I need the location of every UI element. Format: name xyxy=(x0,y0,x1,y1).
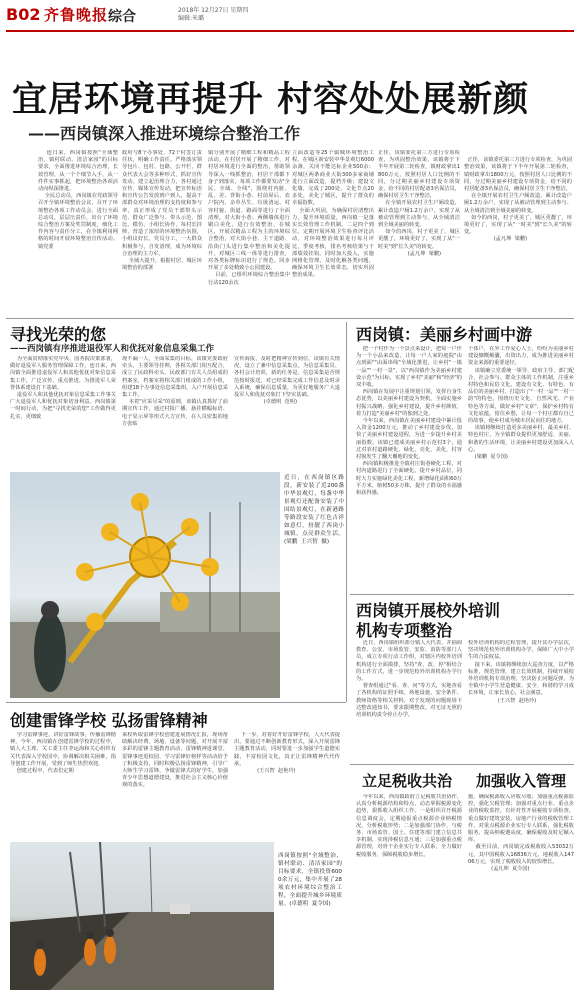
training-title-line1: 西岗镇开展校外培训 xyxy=(356,601,501,620)
newspaper-logo: 齐鲁晚报 xyxy=(44,6,109,24)
lead-column-5: 正佳，该镇委托第三方进行专项检查，为巩固整治效果，该镇将于下半年开展第二轮检查，镇财政拿出1800万元，按照村居人口比例的不同，分过期美丽乡村建设专项资金，给不同的村居配备3名保洁员，确保村居卫生干净整洁， 在全镇开展农村卫生户厕改造，累计改造户厕1.2万余户，实现了从被动管理到主动参与、从全域清洁到全域美丽的转变。 如今的西岗，村子更美了，城区更靓了，环境更好了，实现了从"一时美"到"长久美"的转变。 (孟凡坤 梁鹏) xyxy=(378,150,460,257)
right-divider-2 xyxy=(350,764,574,765)
article-right-column-1: 把一个村作为一个景点来设计，把每一户作为一个小品来改造，让每一户人家的庭院"由点到面""由面串线"全域化推进，让乡村"一镇一品""一村一景"，以"西岗镇作为美丽乡村建设示范"为目标，实现了乡村"美丽"和"经济"的双丰收。 西岗镇在发展中注重规划引领，发挥自身生态优势，以美丽乡村建设为契机，全面实施乡村振兴战略，强化乡村建设，提升乡村颜值，着力打造"美丽乡村"的独到之处。 今年以来，西岗镇在美丽乡村建设中累计投入资金1200万元，推动了乡村建设步伐，加快了美丽乡村建设进程，为进一步提升乡村美丽指数，该镇已建成美丽乡村示范村3个，通过对农村道路硬化、绿化、亮化、美化，村容村貌发生了翻天覆地的变化。 西岗镇积极推进全镇村庄街巷硬化工程，对村内道路进行了全面硬化。提升乡村品位，同时大力实施绿化美化工程，新增绿化面积60万平方米，植树50多万株，提升了群众的幸福感和获得感。 xyxy=(356,346,462,497)
lei-title: 创建雷锋学校 弘扬雷锋精神 xyxy=(10,711,208,730)
article-left-column-2: 现不漏一人，全面采集的目标，该镇党委政府牵头，主要领导挂帅，各相关部门相互配合，成立了民政科牵头、民政部门有关人员组成的档案室，档案室将相关部门组成的工作小组，组建18个办事处信息采集组，入户开展信息采集工作。 本着"应采尽采"的原则，该镇认真抓好了前期宣传工作，通过村报广播、悬挂横幅标语、电子显示屏等形式大力宣传，在人员密集的地方张贴 xyxy=(122,356,228,427)
issue-date: 2018年 12月27日 星期四 xyxy=(178,7,249,14)
article-left-subtitle: ——西岗镇有序推进退役军人和优抚对象信息采集工作 xyxy=(10,344,215,354)
article-left-column-1: 为全面贯彻落实党中央、国务院决策部署，做好退役军人服务管理保障工作，连日来，西岗镇全面推进退役军人和其他优抚对象信息采集工作，广泛宣传，重点推进，为推进军人荣誉体系建设打下基础。 退役军人和其他优抚对象信息采集工作事关广大退役军人和优抚对象切身利益。西岗镇第一时间行动，为把"寻找光荣的您"工作做得更扎实、更细致 xyxy=(10,356,116,420)
page-number: B02 xyxy=(6,5,41,24)
article-left-title: 寻找光荣的您 xyxy=(10,325,107,344)
lead-headline: 宜居环境再提升 村容处处展新颜 xyxy=(12,80,530,120)
right-divider-1 xyxy=(350,594,574,595)
tax-column-1: 今年以来，西岗镇政府立足税收共治协作，认真分析税源结构和特点，动态掌握税源变化趋势，狠抓收入组织工作。一是组织召开税源信息调度会，定期通报重点税源企业纳税情况，分析税收形势；二是加强部门协作，与税务、市场监管、国土、住建等部门建立信息共享机制，实现涉税信息互通；三是加强重点税源管理，对骨干企业实行专人联系，全力做好税收服务，保障税收稳步增长。 xyxy=(356,794,462,858)
training-column-1: 近日，西岗镇组织部分镇人大代表、并抽调教育、公安、市场监管、安监、消防等部门人员，成立专项行动工作组，对辖区内校外培训机构进行全面摸排，坚持"查、改、停"相结合的工作方式，进一步规范校外培训机构办学行为。 督查组通过"看、查、问"等方式，实地查看了各机构的证照手续、场地设施、安全条件、教师资格等相关材料，对于发现的问题现场下达整改通知书，要求限期整改。对无证无照的培训机构责令停止办学。 xyxy=(356,640,462,719)
issue-meta xyxy=(178,7,248,23)
left-divider xyxy=(6,702,346,703)
lead-column-6-text: 正佳，该镇委托第三方进行专项检查，为巩固整治效果，该镇将于下半年开展第二轮检查，镇财政拿出1800万元，按照村居人口比例的不同，分过期美丽乡村建设专项资金，给不同的村居配备3名保洁员，确保村居卫生干净整洁， 在全镇开展农村卫生户厕改造，累计改造户厕1.2万余户，实现了从被动管理到主动参与、从全域清洁到全域美丽的转变。 如今的西岗，村子更美了，城区更靓了，环境更好了，实现了从"一时美"到"长久美"的转变。 (孟凡坤 梁鹏) xyxy=(464,157,572,243)
article-right-title: 西岗镇：美丽乡村画中游 xyxy=(356,325,533,344)
tax-column-2: 施，确保税源收入应收尽收；加强重点税源监控，强化欠税管理；加强对重点行业、重点企业的税收监控，有针对性开展税收专项检查，重点做好建筑安装、房地产行业的税收管理工作，对重点税源企业实行专人联系，强化税收服务，提高纳税遵从度，确保税收及时足额入库。 截至目前，西岗镇完成税收收入53032万元，其中国税收入16836万元，地税收入14706万元，实现了税收收入的较快增长。 (孟凡坤 夏令国) xyxy=(468,794,574,873)
photo2-caption: 西岗镇按照"全域整治、镇村联动、清洁家园"的目标要求，全镇投资6000余万元，集中开展了28项农村环境综合整治工程，全面提升城乡环境质量。(卓德明 夏令国) xyxy=(278,853,342,907)
lead-column-4: 立面改造等25个镇城环境整治工程，在城区新安装中华景观灯6000余盏，关闭不能达标企业500余；对城区两条商业大街300多家商铺进行立面改造，提档升级；建设文化墙，完成了200处，文化节点20多处，美化了城区，提升了群众的幸福指数。 全面大巩固，为确保村居清整出力，提升环境质量，西岗镇一是落实长效管理工作机制。二是四个到位。定期开展环境卫生检查评比活动，对环境整治效果进行每月评比，季度考核，排名考核结果与干部绩效挂钩。同时加大投入，实施网格化管理，及时化解各类问题，确保环境卫生长效常态，切实巩固整治成果。 xyxy=(292,150,374,279)
lei-column-3: 下一步，对着好开好雷锋学校，人大代表提出，要通过不断创新教育形式，深入开展雷锋主题教育活动，同时要进一步加强学生道德实践，丰富校园文化，真正让雷锋精神代代传承。 (王兴智 赵艳玲) xyxy=(234,732,340,775)
article-left-column-3: 宣传海报，及时把精神宣传到位。该镇有关情况，设立了兼中信息采集点，为信息采集员、各村会计培训，新的任务是、信息采集是否规范按时报送，对已经采集完成工作信息及时录入系统，确保信息质量，为更好地服务广大退役军人和优抚对象打下坚实基础。 (卓德明 范明) xyxy=(234,356,340,406)
column-divider xyxy=(346,322,347,702)
editor-name: 编辑:米璐 xyxy=(178,15,205,22)
section-divider xyxy=(6,318,574,319)
training-column-2: 校外培训机构的过程管理，提升其办学层次，坚决规范校外培训机构办学，保障广大中小学生的合法权益。 接下来，该镇将继续加大巡查力度，以严格标准，规范管理，建立长效机制，持续开展校外培训机构专项治理，坚决防止问题反弹，为全镇中小学生营造健康、安全、和谐的学习成长环境，让家长放心，社会满意。 (王兴智 赵艳玲) xyxy=(468,640,574,704)
lei-column-1: 学习雷锋事迹，讲好雷锋故事，传播雷锋精神。今年，西岗镇在创建雷锋学校的过程中，镇人大主席、关工委主任李运海和关心组织有关代表深入学校园中，协调解决相关困难，指导创建工作开展，受到了师生热烈欢迎。 创建过程中，代表们定期 xyxy=(10,732,116,775)
road-illustration xyxy=(10,842,274,990)
lead-column-3: 镇分别开展了精细工程和精品工程活动。在村居开展了精细工作，对村居环境进行全面的整治，帮助领导深入一线抓整治，村居干部都下身子到落实，每项工作都要发动"全民、全域、全线"，围绕村内脏、乱、差、背街小巷、村前屋后、农户院内、杂草丛生、垃圾清运、村容村貌、街道、路面等进行了全面清理。对大街小巷、两侧墙体进行刷白美化，进行有效整治。在城区，开展以精品工程为主的环境综合整治，对大街小巷、主干道路、沿街门头进行集中整治和美化提升，对城区三线一体等进行排查，对各类标牌标识进行了规范。同步开展了多处精致小公园建设。 目前，已组织环境综合整治集中行动120余次 xyxy=(208,150,290,286)
lantern-illustration xyxy=(10,472,280,698)
lantern-photo xyxy=(10,472,280,698)
road-photo xyxy=(10,842,274,990)
training-title-line2: 机构专项整治 xyxy=(356,621,453,640)
article-right-column-2: 个体户，在外工作爱心人士，纷纷为美丽乡村建设慷慨解囊，出资出力，成为推进美丽乡村资金来源的重要途径。 该镇确立党委统一领导、政府主导、部门配合、社会参与、群众主体的工作机制，注重乡村特色和民俗文化，建设有文化、有特色、有品位的美丽乡村，打造出了"一村一品""一村一韵"的特色，围绕历史文化、自然风光、产业特色等方面，做好乡村"文章"，保护乡村特有文化底蕴，留住乡愁，让每一个村庄都有自己的故事，使乡村成为城市居民向往的地方。 该镇将继续打造更多美丽乡村、最美乡村、特色村庄，为全镇群众提供更加舒适、美丽、和谐的生活环境，让美丽乡村建设更加深入人心。 (梁鹏 夏令国) xyxy=(468,346,574,461)
section-name: 综合 xyxy=(108,9,136,25)
tax-title-left: 立足税收共治 xyxy=(362,772,453,790)
lead-subhead: ——西岗镇深入推进环境综合整治工作 xyxy=(28,124,301,143)
lead-column-6 xyxy=(464,150,572,316)
lead-column-2: 政府与8个办事处、72个村签订责任状，明确工作责任。严格落实领导包片、包村、包路、公开栏，群众代表大会等多种形式，抓好宣传发动，建立起治理合力，各村通过宣传、媒体宣传发动，把宣传标语和宣传公告发放到户到人，提高干部群众对环境治理的支持度和参与率，真正形成了党员干部带头示范、群众广泛参与、带头示范、图比、模仿、小组长协作，每村长挂帅，营造了浓厚的环境整治氛围，小组议好长、党员分工，一大群众积极参与，自发清理，成为环境综合治理的主力军。 全域大提升，根据村居、城区环境整治的部署 xyxy=(122,150,202,272)
lead-column-1: 连日来，西岗镇按照"全域整治、镇村联动、清洁家园"的目标要求，全面推进环境综合治理，长效管理，从一个个细节入手，从一件件实事抓起，把环境整治各项活动向纵深推进。 全民总动员，西岗镇在党政领导召开全镇环境整治会议，召开了环境整治各项工作动员会，进行全面总动员，层层压责任，出台了环境综合整治方案及奖罚制度，细化工作内容与责任分工，在全镇利用网格的时间开展环境整治宣传活动。镇党委 xyxy=(38,150,118,250)
photo1-caption: 近日，在西岗镇区路段，新安装了近200盏中华景观灯，每盏中华景观灯还配备安装了中国结景观灯，在新港路等路段安装了红色吉祥如意灯，扮靓了西岗小城镇，点亮群众生活。(梁鹏 王兴智 摄) xyxy=(284,475,344,545)
header-rule xyxy=(6,30,574,32)
tax-title-right: 加强收入管理 xyxy=(476,772,567,790)
lei-column-2: 来校听取雷锋学校创建进展情况汇报，现场帮助解决经费、场地、设备等问题，对开展丰富多彩的雷锋主题教育活动、雷锋精神进课堂、雷锋事迹进校园、学习雷锋好榜样等活动给予了积极支持，同时积极弘扬雷锋精神，引导广大师生学习雷锋，争做雷锋式的好学生，加强青少年思想道德建设，推进社会主义核心价值观的落实。 xyxy=(122,732,228,789)
